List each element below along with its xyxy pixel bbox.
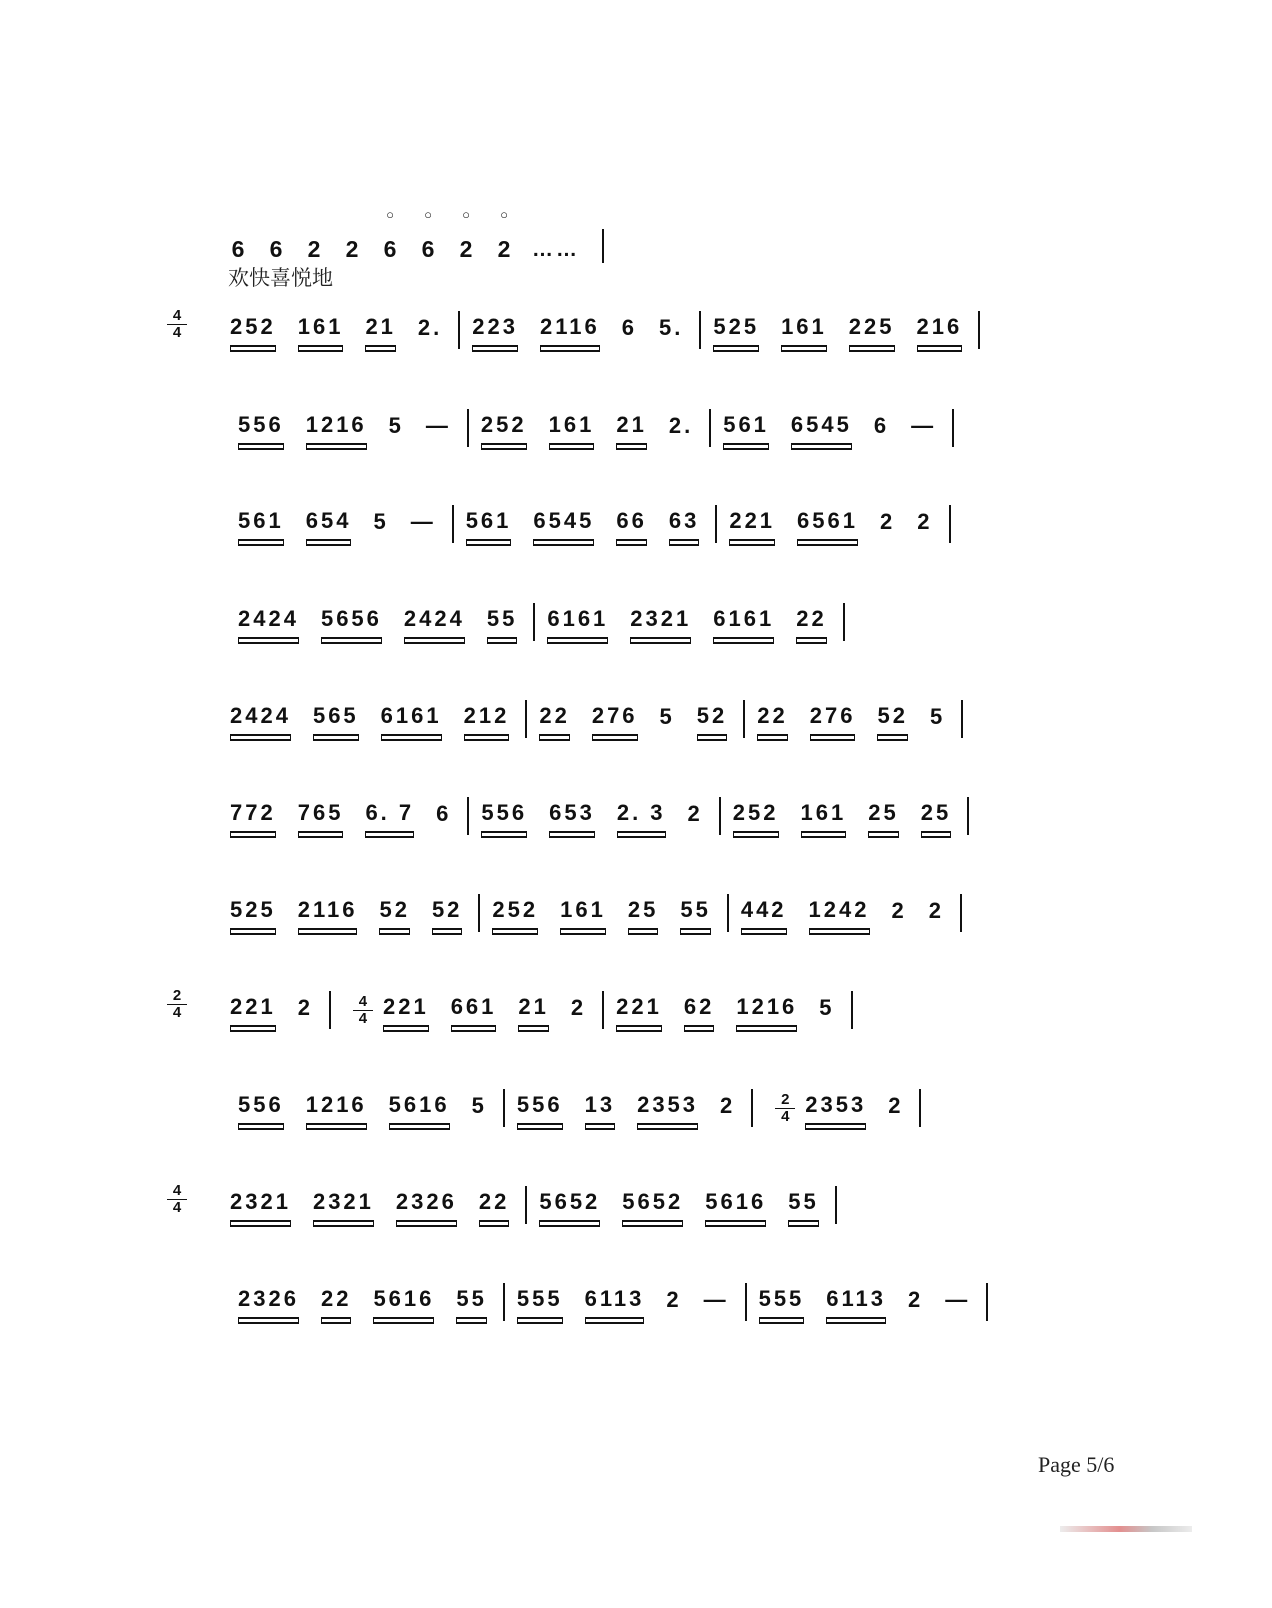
notation-row bbox=[0, 792, 1272, 840]
note-group: 161 bbox=[801, 800, 847, 833]
note-group: 52 bbox=[877, 703, 907, 736]
note-group: 13 bbox=[585, 1092, 615, 1125]
note-group: 221 bbox=[230, 994, 276, 1027]
note-group: 21 bbox=[616, 412, 646, 445]
bar-line bbox=[467, 409, 469, 447]
harmonic-mark: ○ bbox=[500, 207, 508, 222]
note-group: 2424 bbox=[404, 606, 465, 639]
note-group: 25 bbox=[628, 897, 658, 930]
intro-note bbox=[342, 235, 362, 263]
row-body bbox=[238, 598, 857, 646]
bar-line bbox=[960, 894, 962, 932]
note-group: 6113 bbox=[585, 1286, 645, 1319]
bar-line bbox=[602, 991, 604, 1029]
note-group: 5652 bbox=[539, 1189, 600, 1222]
note-group: 6113 bbox=[826, 1286, 886, 1319]
note-group: 225 bbox=[849, 314, 895, 347]
note-group: 2321 bbox=[230, 1189, 291, 1222]
note-group: 556 bbox=[481, 800, 527, 833]
note-group: 5616 bbox=[373, 1286, 434, 1319]
note-group: 2 bbox=[928, 897, 944, 923]
note-group: 6 bbox=[436, 800, 452, 826]
bar-line bbox=[478, 894, 480, 932]
row-body bbox=[238, 1084, 933, 1132]
note-group: 5652 bbox=[622, 1189, 683, 1222]
note-group: 66 bbox=[616, 508, 646, 541]
sustain-dash: — bbox=[911, 412, 937, 438]
note-group: 5 bbox=[659, 703, 675, 729]
watermark-strip bbox=[1060, 1526, 1192, 1532]
note-group: 1216 bbox=[306, 1092, 367, 1125]
notation-row bbox=[0, 695, 1272, 743]
time-signature-top: 4 bbox=[353, 994, 373, 1011]
row-body bbox=[230, 986, 865, 1034]
time-signature bbox=[775, 1092, 795, 1124]
row-body bbox=[230, 1181, 849, 1229]
intro-note bbox=[228, 235, 248, 263]
note-group: 653 bbox=[549, 800, 595, 833]
note-group: 2326 bbox=[238, 1286, 299, 1319]
bar-line bbox=[835, 1186, 837, 1224]
note-group: 6545 bbox=[533, 508, 594, 541]
note-group: 6161 bbox=[547, 606, 608, 639]
bar-line bbox=[952, 409, 954, 447]
bar-line bbox=[525, 1186, 527, 1224]
note-group: 661 bbox=[451, 994, 497, 1027]
bar-line bbox=[452, 505, 454, 543]
note-group: 216 bbox=[917, 314, 963, 347]
note-group: 276 bbox=[810, 703, 856, 736]
note-group: 252 bbox=[481, 412, 527, 445]
notation-row bbox=[0, 598, 1272, 646]
note-group: 1216 bbox=[306, 412, 367, 445]
note-group: 2424 bbox=[238, 606, 299, 639]
note-group: 161 bbox=[549, 412, 595, 445]
note-group: 2321 bbox=[630, 606, 691, 639]
note-group: 555 bbox=[517, 1286, 563, 1319]
note-group: 2424 bbox=[230, 703, 291, 736]
note-group: 6 bbox=[621, 314, 637, 340]
note-group: 22 bbox=[479, 1189, 509, 1222]
note-group: 2 bbox=[297, 994, 313, 1020]
note-group: 2353 bbox=[805, 1092, 866, 1125]
note-group: 2 bbox=[917, 508, 933, 534]
notation-row bbox=[0, 986, 1272, 1034]
note-group: 221 bbox=[729, 508, 775, 541]
note-group: 6161 bbox=[381, 703, 442, 736]
bar-line bbox=[949, 505, 951, 543]
note-group: 22 bbox=[796, 606, 826, 639]
note-group: 2 bbox=[666, 1286, 682, 1312]
note-group: 561 bbox=[723, 412, 769, 445]
note-group: 276 bbox=[592, 703, 638, 736]
intro-note bbox=[494, 207, 514, 263]
time-signature-bottom: 4 bbox=[172, 1004, 182, 1021]
note-group: 55 bbox=[456, 1286, 486, 1319]
note-group: 525 bbox=[230, 897, 276, 930]
note-group: 55 bbox=[788, 1189, 818, 1222]
harmonic-mark: ○ bbox=[424, 207, 432, 222]
note-group: 6 bbox=[873, 412, 890, 438]
note-group: 1216 bbox=[736, 994, 797, 1027]
bar-line bbox=[602, 229, 604, 263]
time-signature bbox=[167, 1183, 187, 1215]
note-group: 21 bbox=[518, 994, 548, 1027]
note-group: 63 bbox=[669, 508, 699, 541]
bar-line bbox=[715, 505, 717, 543]
time-signature-top: 2 bbox=[167, 988, 187, 1005]
note-group: 161 bbox=[298, 314, 344, 347]
note-group: 252 bbox=[230, 314, 276, 347]
bar-line bbox=[967, 797, 969, 835]
note-group: 221 bbox=[616, 994, 662, 1027]
note-group: 556 bbox=[238, 1092, 284, 1125]
note-digit: 6 bbox=[421, 236, 435, 262]
bar-line bbox=[533, 603, 535, 641]
notation-row bbox=[0, 1181, 1272, 1229]
note-group: 2321 bbox=[313, 1189, 374, 1222]
note-group: 161 bbox=[560, 897, 606, 930]
note-group: 525 bbox=[713, 314, 759, 347]
time-signature-top: 4 bbox=[167, 1183, 187, 1200]
note-group: 161 bbox=[781, 314, 827, 347]
bar-line bbox=[751, 1089, 753, 1127]
bar-line bbox=[843, 603, 845, 641]
notation-row bbox=[0, 1278, 1272, 1326]
row-body bbox=[230, 889, 974, 937]
note-group: 765 bbox=[298, 800, 344, 833]
bar-line bbox=[961, 700, 963, 738]
note-group: 565 bbox=[313, 703, 359, 736]
note-group: 2353 bbox=[637, 1092, 698, 1125]
row-body bbox=[238, 404, 966, 452]
bar-line bbox=[525, 700, 527, 738]
row-body bbox=[230, 306, 992, 354]
note-group: 2 bbox=[687, 800, 703, 826]
bar-line bbox=[719, 797, 721, 835]
row-body bbox=[238, 1278, 1000, 1326]
note-group: 25 bbox=[868, 800, 898, 833]
note-group: 5616 bbox=[705, 1189, 766, 1222]
note-digit: 2 bbox=[307, 236, 321, 262]
note-group: 5 bbox=[388, 412, 404, 438]
note-group: 22 bbox=[321, 1286, 351, 1319]
note-group: 2116 bbox=[540, 314, 600, 347]
note-group: 2 bbox=[720, 1092, 736, 1118]
harmonic-mark: ○ bbox=[462, 207, 470, 222]
note-group: 223 bbox=[472, 314, 518, 347]
note-group: 5 bbox=[929, 703, 946, 729]
note-digit: 6 bbox=[383, 236, 397, 262]
bar-line bbox=[727, 894, 729, 932]
note-group: 2 bbox=[891, 897, 907, 923]
note-digit: 2 bbox=[345, 236, 359, 262]
note-group: 2 bbox=[880, 508, 896, 534]
note-digit: 6 bbox=[231, 236, 245, 262]
note-group: 52 bbox=[697, 703, 727, 736]
note-group: 25 bbox=[921, 800, 951, 833]
note-group: 5656 bbox=[321, 606, 382, 639]
bar-line bbox=[978, 311, 980, 349]
intro-note bbox=[456, 207, 476, 263]
note-group: 561 bbox=[238, 508, 284, 541]
note-group: 561 bbox=[466, 508, 512, 541]
row-body bbox=[238, 500, 963, 548]
intro-note bbox=[304, 235, 324, 263]
note-group: 5 bbox=[373, 508, 389, 534]
note-digit: 2 bbox=[459, 236, 473, 262]
intro-note bbox=[418, 207, 438, 263]
bar-line bbox=[745, 1283, 747, 1321]
note-group: 52 bbox=[432, 897, 462, 930]
note-group: 772 bbox=[230, 800, 276, 833]
notation-row bbox=[0, 889, 1272, 937]
notation-row bbox=[0, 1084, 1272, 1132]
note-group: 221 bbox=[383, 994, 429, 1027]
note-digit: 6 bbox=[269, 236, 283, 262]
note-group: 5 bbox=[471, 1092, 487, 1118]
note-group: 6561 bbox=[797, 508, 858, 541]
note-group: 2326 bbox=[396, 1189, 457, 1222]
note-group: 2 bbox=[888, 1092, 904, 1118]
note-group: 252 bbox=[492, 897, 538, 930]
intro-note bbox=[380, 207, 400, 263]
bar-line bbox=[458, 311, 460, 349]
note-group: 55 bbox=[487, 606, 517, 639]
note-group: 5616 bbox=[389, 1092, 450, 1125]
bar-line bbox=[986, 1283, 988, 1321]
bar-line bbox=[919, 1089, 921, 1127]
harmonic-mark: ○ bbox=[386, 207, 394, 222]
bar-line bbox=[709, 409, 711, 447]
bar-line bbox=[503, 1283, 505, 1321]
notation-row bbox=[0, 500, 1272, 548]
notation-row bbox=[0, 306, 1272, 354]
bar-line bbox=[743, 700, 745, 738]
bar-line bbox=[699, 311, 701, 349]
note-group: 6. 7 bbox=[365, 800, 414, 833]
note-group: 5. bbox=[658, 314, 684, 340]
time-signature-bottom: 4 bbox=[781, 1108, 790, 1125]
note-group: 5 bbox=[819, 994, 835, 1020]
note-group: 556 bbox=[517, 1092, 563, 1125]
time-signature-top: 2 bbox=[775, 1092, 795, 1109]
tempo-marking: 欢快喜悦地 bbox=[228, 266, 333, 290]
time-signature-top: 4 bbox=[167, 308, 187, 325]
note-group: 654 bbox=[306, 508, 352, 541]
sustain-dash: — bbox=[703, 1286, 729, 1312]
note-group: 62 bbox=[684, 994, 714, 1027]
note-group: 2116 bbox=[298, 897, 358, 930]
note-group: 6545 bbox=[791, 412, 852, 445]
row-body bbox=[230, 792, 981, 840]
note-group: 55 bbox=[680, 897, 710, 930]
note-group: 555 bbox=[759, 1286, 805, 1319]
intro-note bbox=[266, 235, 286, 263]
time-signature bbox=[167, 988, 187, 1020]
note-group: 556 bbox=[238, 412, 284, 445]
note-group: 442 bbox=[741, 897, 787, 930]
bar-line bbox=[851, 991, 853, 1029]
note-group: 252 bbox=[733, 800, 779, 833]
ellipsis: …… bbox=[532, 238, 580, 261]
page-number: Page 5/6 bbox=[1038, 1452, 1115, 1477]
bar-line bbox=[329, 991, 331, 1029]
note-group: 21 bbox=[365, 314, 395, 347]
notation-row bbox=[0, 404, 1272, 452]
note-group: 22 bbox=[539, 703, 569, 736]
note-digit: 2 bbox=[497, 236, 511, 262]
bar-line bbox=[503, 1089, 505, 1127]
note-group: 2. bbox=[668, 412, 694, 438]
time-signature-bottom: 4 bbox=[172, 324, 182, 341]
note-group: 6161 bbox=[713, 606, 774, 639]
sustain-dash: — bbox=[425, 412, 451, 438]
note-group: 2 bbox=[570, 994, 587, 1020]
row-body bbox=[230, 695, 975, 743]
note-group: 1242 bbox=[809, 897, 870, 930]
note-group: 22 bbox=[757, 703, 787, 736]
note-group: 212 bbox=[464, 703, 510, 736]
time-signature-bottom: 4 bbox=[172, 1199, 182, 1216]
note-group: 2 bbox=[908, 1286, 924, 1312]
bar-line bbox=[467, 797, 469, 835]
time-signature bbox=[167, 308, 187, 340]
note-group: 2. 3 bbox=[617, 800, 666, 833]
sustain-dash: — bbox=[945, 1286, 971, 1312]
time-signature bbox=[353, 994, 373, 1026]
time-signature-bottom: 4 bbox=[358, 1010, 368, 1027]
intro-line bbox=[228, 203, 604, 263]
sustain-dash: — bbox=[410, 508, 436, 534]
note-group: 52 bbox=[379, 897, 409, 930]
note-group: 2. bbox=[417, 314, 443, 340]
